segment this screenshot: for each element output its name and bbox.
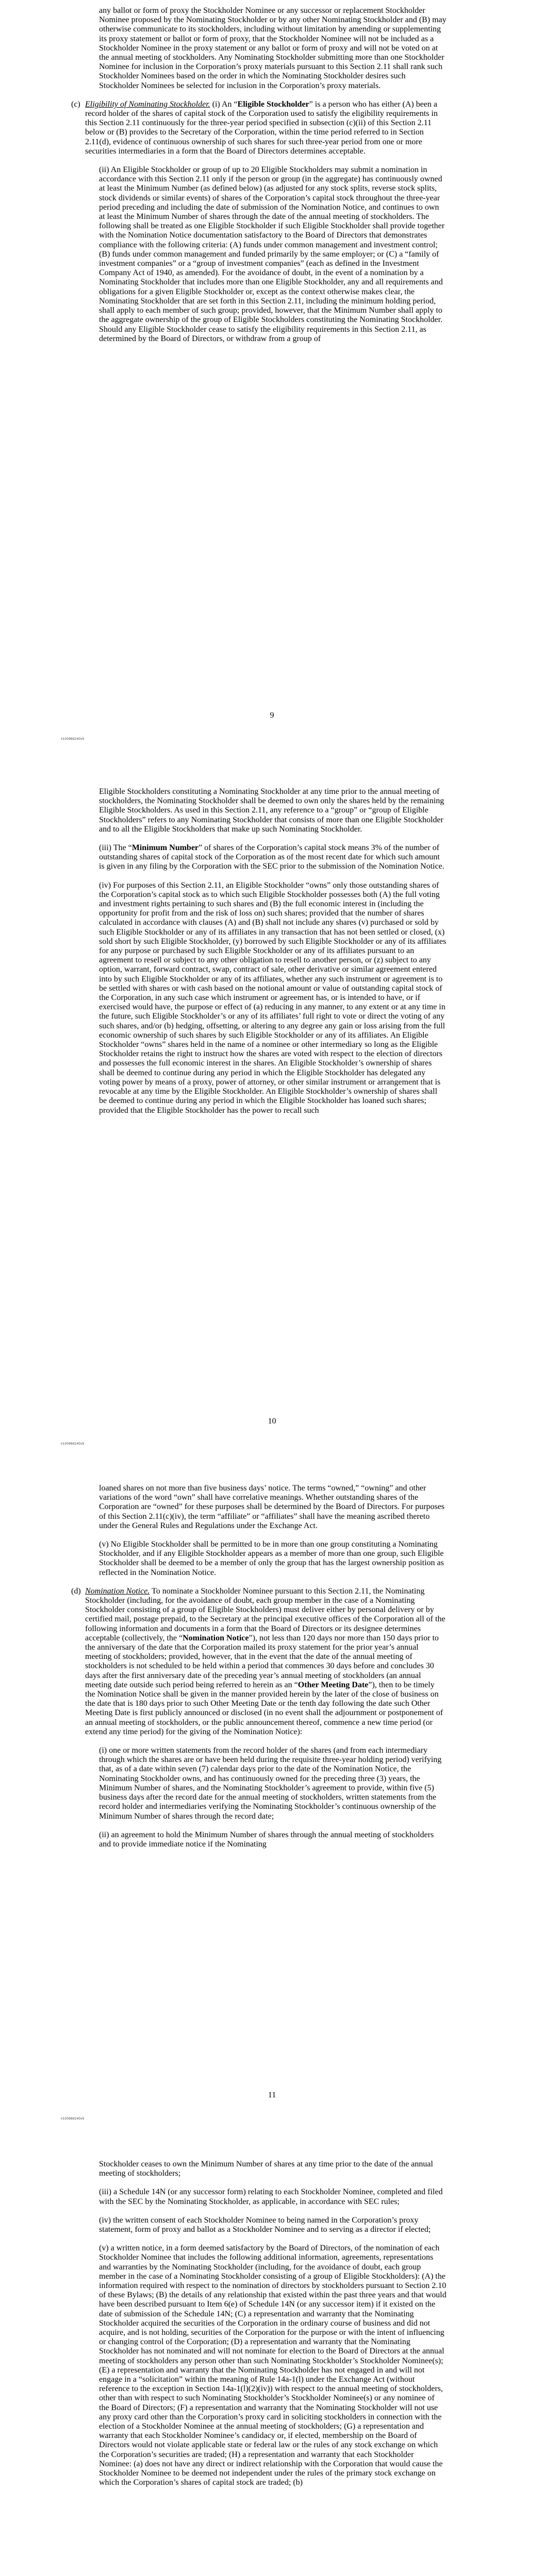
section-label: (c) bbox=[71, 99, 80, 109]
section-d-paragraph bbox=[71, 1586, 447, 1737]
subsection-iv-paragraph: (iv) For purposes of this Section 2.11, an Eligible Stockholder “owns” only those outstanding shares of the Corporation’s capital stock as to which such Eligible Stockholder possesses both (A) the full voting and investment rights pertaining to such shares and (B) the full economic interest in (including the opportunity for profit from and the risk of loss on) such shares; provided that the number of shares calculated in accordance with clauses (A) and (B) shall not include any shares (v) purchased or sold by such Eligible Stockholder or any of its affiliates in any transaction that has not been settled or closed, (x) sold short by such Eligible Stockholder, (y) borrowed by such Eligible Stockholder or any of its affiliates for any purpose or purchased by such Eligible Stockholder or any of its affiliates pursuant to an agreement to resell or subject to any other obligation to resell to another person, or (z) subject to any option, warrant, forward contract, swap, contract of sale, other derivative or similar agreement entered into by such Eligible Stockholder or any of its affiliates, whether any such instrument or agreement is to be settled with shares or with cash based on the notional amount or value of outstanding capital stock of the Corporation, in any such case which instrument or agreement has, or is intended to have, or if exercised would have, the purpose or effect of (a) reducing in any manner, to any extent or at any time in the future, such Eligible Stockholder’s or any of its affiliates’ full right to vote or direct the voting of any such shares, and/or (b) hedging, offsetting, or altering to any degree any gain or loss arising from the full economic ownership of such shares by such Eligible Stockholder or any of its affiliates. An Eligible Stockholder “owns” shares held in the name of a nominee or other intermediary so long as the Eligible Stockholder retains the right to instruct how the shares are voted with respect to the election of directors and possesses the full economic interest in the shares. An Eligible Stockholder’s ownership of shares shall be deemed to continue during any period in which the Eligible Stockholder has delegated any voting power by means of a proxy, power of attorney, or other similar instrument or arrangement that is revocable at any time by the Eligible Stockholder. An Eligible Stockholder’s ownership of shares shall be deemed to continue during any period in which the Eligible Stockholder has loaned such shares; provided that the Eligible Stockholder has the power to recall such bbox=[99, 880, 447, 1115]
document-page-11 bbox=[0, 1453, 544, 2128]
subsection-continuation-paragraph: loaned shares on not more than five business days’ notice. The terms “owned,” “owning” and other variations of the word “own” shall have correlative meanings. Whether outstanding shares of the Corporation are “owned” for these purposes shall be determined by the Board of Directors. For purposes of this Section 2.11(c)(iv), the term “affiliate” or “affiliates” shall have the meaning ascribed thereto under the General Rules and Regulations under the Exchange Act. bbox=[99, 1484, 445, 1530]
footer-doc-code: #100968240v5 bbox=[61, 1443, 85, 1446]
text-fragment: To nominate a Stockholder Nominee pursuant to this Section 2.11, the Nominating Stockholder (including, for the avoidance of doubt, each group member in the case of a Nominating Stockholder consisting of a group of Eligible Stockholders) must deliver either by personal delivery or by certified mail, postage prepaid, to the Secretary at the principal executive offices of the Corporation all of the following information and documents in a form that the Board of Directors or its designee determines acceptable (collectively, the “ bbox=[85, 1586, 446, 1642]
subsection-ii-paragraph: (ii) an agreement to hold the Minimum Number of shares through the annual meeting of stockholders and to provide immediate notice if the Nominating bbox=[99, 1830, 434, 1849]
subsection-ii-paragraph: (ii) An Eligible Stockholder or group of up to 20 Eligible Stockholders may submit a nomination in accordance with this Section 2.11 only if the person or group (in the aggregate) has continuously owned at least the Minimum Number (as defined below) (as adjusted for any stock splits, reverse stock splits, stock dividends or similar events) of shares of the Corporation’s capital stock throughout the three-year period preceding and including the date of submission of the Nomination Notice, and continues to own at least the Minimum Number of shares through the date of the annual meeting of stockholders. The following shall be treated as one Eligible Stockholder if such Eligible Stockholder shall provide together with the Nomination Notice documentation satisfactory to the Board of Directors that demonstrates compliance with the following criteria: (A) funds under common management and investment control; (B) funds under common management and funded primarily by the same employer; or (C) a “family of investment companies” or a “group of investment companies” (each as defined in the Investment Company Act of 1940, as amended). For the avoidance of doubt, in the event of a nomination by a Nominating Stockholder that includes more than one Eligible Stockholder, any and all requirements and obligations for a given Eligible Stockholder or, except as the context otherwise makes clear, the Nominating Stockholder that are set forth in this Section 2.11, including the minimum holding period, shall apply to each member of such group; provided, however, that the Minimum Number shall apply to the aggregate ownership of the group of Eligible Stockholders constituting the Nominating Stockholder. Should any Eligible Stockholder cease to satisfy the eligibility requirements in this Section 2.11, as determined by the Board of Directors, or withdraw from a group of bbox=[99, 165, 445, 343]
document-page-10 bbox=[0, 747, 544, 1453]
text-fragment: ”), not less than 120 days nor more than 150 days prior to the anniversary of the date that the Corporation mailed its proxy statement for the prior year’s annual meeting of stockholders; provided, however, that in the event that the date of the annual meeting of stockholders is not scheduled to be held within a period that commences 30 days before and concludes 30 days after the first anniversary date of the preceding year’s annual meeting of stockholders (an annual meeting date outside such period being referred to herein as an “ bbox=[85, 1633, 439, 1689]
subsection-v-paragraph: (v) No Eligible Stockholder shall be permitted to be in more than one group constituting a Nominating Stockholder, and if any Eligible Stockholder appears as a member of more than one group, such Eligible Stockholder shall be deemed to be a member of only the group that has the largest ownership position as reflected in the Nomination Notice. bbox=[99, 1540, 444, 1577]
section-title: Nomination Notice. bbox=[85, 1586, 150, 1596]
subsection-continuation-paragraph: Eligible Stockholders constituting a Nominating Stockholder at any time prior to the annual meeting of stockholders, the Nominating Stockholder shall be deemed to own only the shares held by the remaining Eligible Stockholders. As used in this Section 2.11, any reference to a “group” or “group of Eligible Stockholders” refers to any Nominating Stockholder that consists of more than one Eligible Stockholder and to all the Eligible Stockholders that make up such Nominating Stockholder. bbox=[99, 787, 444, 834]
defined-term: Other Meeting Date bbox=[298, 1680, 369, 1689]
defined-term: Nomination Notice bbox=[183, 1633, 249, 1642]
subsection-iii-paragraph bbox=[99, 843, 447, 872]
subsection-v-paragraph: (v) a written notice, in a form deemed satisfactory by the Board of Directors, of the nomination of each Stockholder Nominee that includes the following additional information, agreements, representations and warranties by the Nominating Stockholder (including, for the avoidance of doubt, each group member in the case of a Nominating Stockholder consisting of a group of Eligible Stockholders): (A) the information required with respect to the nomination of directors by stockholders pursuant to Section 2.10 of these Bylaws; (B) the details of any relationship that existed within the past three years and that would have been described pursuant to Item 6(e) of Schedule 14N (or any successor item) if it existed on the date of submission of the Schedule 14N; (C) a representation and warranty that the Nominating Stockholder acquired the securities of the Corporation in the ordinary course of business and did not acquire, and is not holding, securities of the Corporation for the purpose or with the intent of influencing or changing control of the Corporation; (D) a representation and warranty that the Nominating Stockholder has not nominated and will not nominate for election to the Board of Directors at the annual meeting of stockholders any person other than such Nominating Stockholder’s Stockholder Nominee(s); (E) a representation and warranty that the Nominating Stockholder has not engaged in and will not engage in a “solicitation” within the meaning of Rule 14a-1(l) under the Exchange Act (without reference to the exception in Section 14a-1(l)(2)(iv)) with respect to the annual meeting of stockholders, other than with respect to such Nominating Stockholder’s Stockholder Nominee(s) or any nominee of the Board of Directors; (F) a representation and warranty that the Nominating Stockholder will not use any proxy card other than the Corporation’s proxy card in soliciting stockholders in connection with the election of a Stockholder Nominee at the annual meeting of stockholders; (G) a representation and warranty that each Stockholder Nominee’s candidacy or, if elected, membership on the Board of Directors would not violate applicable state or federal law or the rules of any stock exchange on which the Corporation’s securities are traded; (H) a representation and warranty that each Stockholder Nominee: (a) does not have any direct or indirect relationship with the Corporation that would cause the Stockholder Nominee to be deemed not independent under the rules of the primary stock exchange on which the Corporation’s shares of capital stock are traded; (b) bbox=[99, 2244, 447, 2487]
footer-doc-code: #100968240v5 bbox=[61, 738, 85, 741]
section-label: (d) bbox=[71, 1586, 81, 1596]
section-c-paragraph bbox=[71, 99, 447, 156]
section-title: Eligibility of Nominating Stockholder. bbox=[85, 99, 210, 109]
subsection-continuation-paragraph: Stockholder ceases to own the Minimum Number of shares at any time prior to the date of the annual meeting of stockholders; bbox=[99, 2160, 433, 2178]
subsection-i-paragraph: (i) one or more written statements from the record holder of the shares (and from each intermediary through which the shares are or have been held during the requisite three-year holding period) verifying that, as of a date within seven (7) calendar days prior to the date of the Nomination Notice, the Nominating Stockholder owns, and has continuously owned for the preceding three (3) years, the Minimum Number of shares, and the Nominating Stockholder’s agreement to provide, within five (5) business days after the record date for the annual meeting of stockholders, written statements from the record holder and intermediaries verifying the Nominating Stockholder’s continuous ownership of the Minimum Number of shares through the record date; bbox=[99, 1746, 442, 1821]
text-fragment: ” of shares of the Corporation’s capital stock means 3% of the number of outstanding shares of capital stock of the Corporation as of the most recent date for which such amount is given in any filing by the Corporation with the SEC prior to the submission of the Nomination Notice. bbox=[99, 843, 444, 871]
document-page-12 bbox=[0, 2128, 544, 2576]
continuation-paragraph: any ballot or form of proxy the Stockholder Nominee or any successor or replacement Stockholder Nominee proposed by the Nominating Stockholder or by any other Nominating Stockholder and (B) may otherwise communicate to its stockholders, including without limitation by amending or supplementing its proxy statement or ballot or form of proxy, that the Stockholder Nominee will not be included as a Stockholder Nominee in the proxy statement or any ballot or form of proxy and will not be voted on at the annual meeting of stockholders. Any Nominating Stockholder submitting more than one Stockholder Nominee for inclusion in the Corporation’s proxy materials pursuant to this Section 2.11 shall rank such Stockholder Nominees based on the order in which the Nominating Stockholder desires such Stockholder Nominees be selected for inclusion in the Corporation’s proxy materials. bbox=[99, 6, 447, 90]
text-fragment: (iii) The “ bbox=[99, 843, 132, 853]
page-number: 9 bbox=[270, 711, 274, 720]
defined-term: Minimum Number bbox=[131, 843, 199, 853]
footer-doc-code: #100968240v5 bbox=[61, 2117, 85, 2121]
page-number: 10 bbox=[268, 1417, 276, 1426]
text-fragment: (i) An “ bbox=[212, 99, 238, 109]
document-page-9 bbox=[0, 0, 544, 747]
subsection-iv-paragraph: (iv) the written consent of each Stockholder Nominee to being named in the Corporation’s proxy statement, form of proxy and ballot as a Stockholder Nominee and to serving as a director if elected; bbox=[99, 2215, 431, 2234]
defined-term: Eligible Stockholder bbox=[237, 99, 309, 109]
page-number: 11 bbox=[268, 2091, 276, 2099]
subsection-iii-paragraph: (iii) a Schedule 14N (or any successor form) relating to each Stockholder Nominee, completed and filed with the SEC by the Nominating Stockholder, as applicable, in accordance with SEC rules; bbox=[99, 2188, 443, 2206]
text-fragment: ” is a person who has either (A) been a record holder of the shares of capital stock of the Corporation used to satisfy the eligibility requirements in this Section 2.11 continuously for the three-year period specified in subsection (c)(ii) of this Section 2.11 below or (B) provides to the Secretary of the Corporation, within the time period referred to in Section 2.11(d), evidence of continuous ownership of such shares for such three-year period from one or more securities intermediaries in a form that the Board of Directors determines acceptable. bbox=[85, 99, 438, 156]
text-fragment: ”), then to be timely the Nomination Notice shall be given in the manner provided herein by the later of the close of business on the date that is 180 days prior to such Other Meeting Date or the tenth day following the date such Other Meeting Date is first publicly announced or disclosed (in no event shall the adjournment or postponement of an annual meeting of stockholders, or the public announcement thereof, commence a new time period (or extend any time period) for the giving of the Nomination Notice): bbox=[85, 1680, 443, 1736]
